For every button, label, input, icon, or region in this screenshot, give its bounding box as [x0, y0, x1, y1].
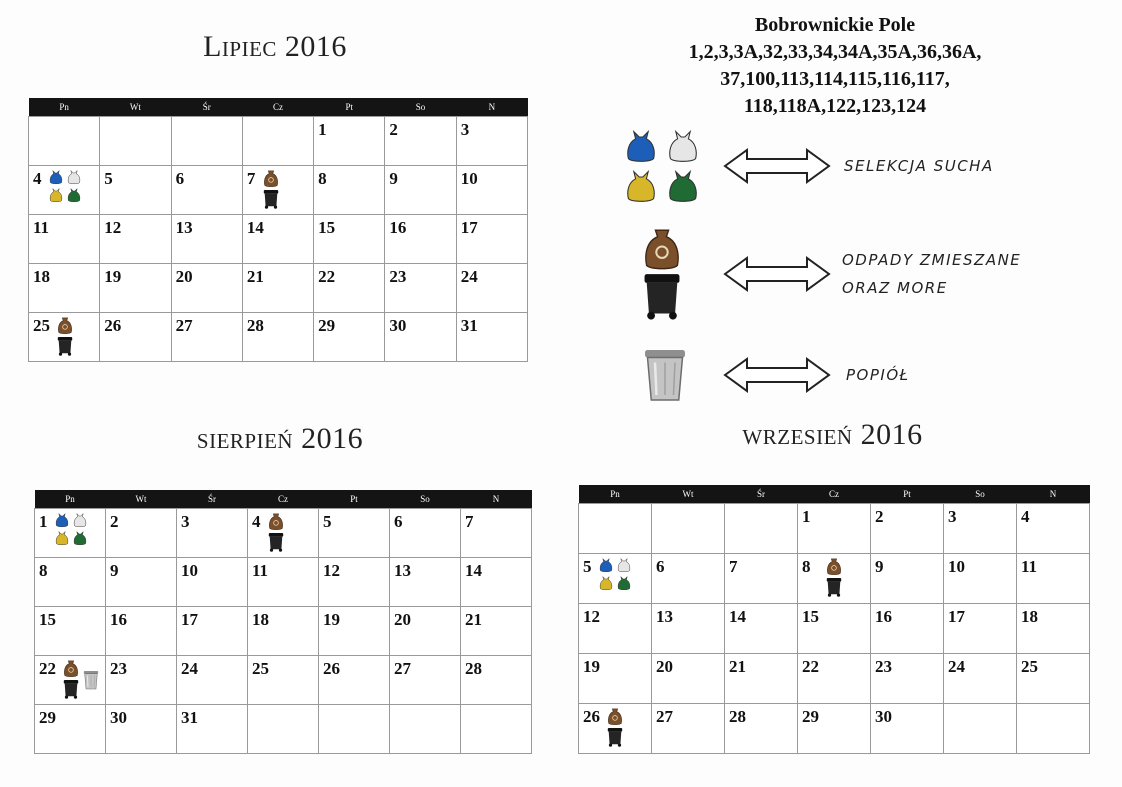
day-cell: 31 [177, 705, 248, 754]
white-bag-icon [616, 557, 632, 573]
day-cell: 2 [385, 117, 456, 166]
weekday-n: N [456, 98, 527, 117]
day-cell: 22 [314, 264, 385, 313]
blue-bag-icon [598, 557, 614, 573]
day-cell: 17 [944, 604, 1017, 654]
week-row [579, 704, 1090, 754]
yellow-bag-icon [48, 187, 64, 203]
mixed-waste-icons [56, 316, 74, 356]
location-name: Bobrownickie Pole [754, 14, 916, 36]
day-cell: 2 [871, 504, 944, 554]
day-cell: 16 [106, 607, 177, 656]
day-cell [1017, 704, 1090, 754]
day-cell: 26 [579, 704, 652, 754]
day-cell: 7 [242, 166, 313, 215]
black-bin-icon [640, 272, 684, 320]
day-cell: 28 [242, 313, 313, 362]
day-cell: 15 [314, 215, 385, 264]
black-bin-icon [606, 727, 624, 747]
day-cell: 20 [171, 264, 242, 313]
weekday-pt: Pt [314, 98, 385, 117]
day-cell [944, 704, 1017, 754]
day-cell: 23 [106, 656, 177, 705]
day-cell: 29 [35, 705, 106, 754]
mixed-waste-icons [262, 169, 280, 209]
day-cell [242, 117, 313, 166]
day-cell: 10 [456, 166, 527, 215]
day-cell: 4 [248, 509, 319, 558]
day-cell: 28 [461, 656, 532, 705]
weekday-wt: Wt [652, 485, 725, 504]
brown-sack-icon [825, 557, 843, 577]
week-row [35, 607, 532, 656]
day-cell: 25 [29, 313, 100, 362]
day-cell: 31 [456, 313, 527, 362]
week-row [35, 705, 532, 754]
weekday-sr: Śr [725, 485, 798, 504]
day-cell: 21 [461, 607, 532, 656]
black-bin-icon [262, 189, 280, 209]
week-row [29, 117, 528, 166]
day-cell [725, 504, 798, 554]
day-cell: 3 [944, 504, 1017, 554]
week-row [29, 215, 528, 264]
day-cell: 13 [171, 215, 242, 264]
day-cell [319, 705, 390, 754]
blue-bag-icon [48, 169, 64, 185]
day-cell [248, 705, 319, 754]
day-cell: 9 [871, 554, 944, 604]
location-header [640, 12, 1030, 120]
day-cell: 1 [314, 117, 385, 166]
week-row [29, 264, 528, 313]
day-cell: 1 [35, 509, 106, 558]
day-cell: 8 [798, 554, 871, 604]
weekday-pn: Pn [579, 485, 652, 504]
day-cell: 24 [944, 654, 1017, 704]
july-title: Lipiec 2016 [203, 30, 347, 63]
week-row [579, 554, 1090, 604]
black-bin-icon [267, 532, 285, 552]
day-cell: 18 [1017, 604, 1090, 654]
day-cell: 9 [385, 166, 456, 215]
green-bag-icon [616, 575, 632, 591]
weekday-so: So [390, 490, 461, 509]
blue-bag-icon [622, 128, 660, 164]
day-cell: 5 [319, 509, 390, 558]
day-cell [652, 504, 725, 554]
week-row [35, 558, 532, 607]
day-cell: 5 [579, 554, 652, 604]
legend-ash-label: POPIÓŁ [846, 366, 910, 384]
july-calendar [28, 98, 528, 362]
weekday-so: So [385, 98, 456, 117]
day-cell: 10 [944, 554, 1017, 604]
mixed-waste-icons [606, 707, 624, 747]
ash-bin-icon [640, 344, 690, 406]
weekday-n: N [1017, 485, 1090, 504]
day-cell: 30 [106, 705, 177, 754]
weekday-n: N [461, 490, 532, 509]
day-cell: 26 [319, 656, 390, 705]
day-cell: 4 [29, 166, 100, 215]
black-bin-icon [56, 336, 74, 356]
legend-dry-label: SELEKCJA SUCHA [844, 157, 994, 175]
day-cell: 14 [461, 558, 532, 607]
black-bin-icon [62, 679, 80, 699]
weekday-cz: Cz [248, 490, 319, 509]
day-cell: 26 [100, 313, 171, 362]
weekday-cz: Cz [798, 485, 871, 504]
weekday-pn: Pn [35, 490, 106, 509]
day-cell: 11 [29, 215, 100, 264]
day-cell: 23 [871, 654, 944, 704]
week-row [579, 504, 1090, 554]
day-cell: 21 [725, 654, 798, 704]
day-cell: 21 [242, 264, 313, 313]
day-cell: 3 [177, 509, 248, 558]
weekday-pt: Pt [319, 490, 390, 509]
day-cell: 13 [652, 604, 725, 654]
day-cell: 29 [314, 313, 385, 362]
day-cell: 18 [29, 264, 100, 313]
day-cell: 4 [1017, 504, 1090, 554]
day-cell: 12 [579, 604, 652, 654]
house-numbers-line-1: 1,2,3,3A,32,33,34,34A,35A,36,36A, [688, 41, 982, 63]
day-cell: 11 [1017, 554, 1090, 604]
brown-sack-icon [267, 512, 285, 532]
day-cell [390, 705, 461, 754]
day-cell: 8 [314, 166, 385, 215]
day-cell [100, 117, 171, 166]
double-arrow-icon [722, 355, 832, 395]
dry-waste-icons [48, 169, 82, 203]
day-cell [579, 504, 652, 554]
day-cell [29, 117, 100, 166]
day-cell: 24 [177, 656, 248, 705]
day-cell: 24 [456, 264, 527, 313]
white-bag-icon [72, 512, 88, 528]
day-cell: 23 [385, 264, 456, 313]
day-cell: 30 [385, 313, 456, 362]
mixed-waste-icons [825, 557, 843, 597]
legend-ash [640, 344, 910, 406]
weekday-header [579, 485, 1090, 504]
day-cell: 16 [871, 604, 944, 654]
day-cell: 12 [100, 215, 171, 264]
weekday-so: So [944, 485, 1017, 504]
day-cell: 15 [798, 604, 871, 654]
day-cell: 6 [390, 509, 461, 558]
double-arrow-icon [722, 146, 832, 186]
september-title: wrzesień 2016 [742, 418, 923, 451]
day-cell: 27 [652, 704, 725, 754]
blue-bag-icon [54, 512, 70, 528]
green-bag-icon [66, 187, 82, 203]
day-cell: 7 [461, 509, 532, 558]
week-row [29, 166, 528, 215]
august-title: sierpień 2016 [196, 422, 364, 455]
week-row [579, 654, 1090, 704]
day-cell: 14 [725, 604, 798, 654]
day-cell: 19 [579, 654, 652, 704]
yellow-bag-icon [598, 575, 614, 591]
day-cell: 2 [106, 509, 177, 558]
white-bag-icon [66, 169, 82, 185]
day-cell: 1 [798, 504, 871, 554]
week-row [29, 313, 528, 362]
house-numbers-line-2: 37,100,113,114,115,116,117, [720, 68, 950, 90]
weekday-wt: Wt [106, 490, 177, 509]
weekday-sr: Śr [177, 490, 248, 509]
day-cell [171, 117, 242, 166]
day-cell: 22 [35, 656, 106, 705]
weekday-sr: Śr [171, 98, 242, 117]
day-cell: 14 [242, 215, 313, 264]
day-cell: 20 [652, 654, 725, 704]
day-cell: 19 [100, 264, 171, 313]
day-cell: 20 [390, 607, 461, 656]
weekday-header [35, 490, 532, 509]
house-numbers-line-3: 118,118A,122,123,124 [743, 95, 927, 117]
brown-sack-icon [606, 707, 624, 727]
day-cell: 12 [319, 558, 390, 607]
day-cell: 13 [390, 558, 461, 607]
yellow-bag-icon [622, 168, 660, 204]
day-cell: 6 [652, 554, 725, 604]
brown-sack-icon [262, 169, 280, 189]
brown-sack-icon [62, 659, 80, 679]
mixed-waste-icons [267, 512, 285, 552]
week-row [35, 509, 532, 558]
day-cell: 29 [798, 704, 871, 754]
weekday-pt: Pt [871, 485, 944, 504]
black-bin-icon [825, 577, 843, 597]
day-cell: 9 [106, 558, 177, 607]
day-cell: 25 [1017, 654, 1090, 704]
legend-mixed-label-line-2: ORAZ MORE [842, 279, 948, 297]
day-cell: 22 [798, 654, 871, 704]
day-cell: 27 [171, 313, 242, 362]
day-cell: 11 [248, 558, 319, 607]
day-cell: 27 [390, 656, 461, 705]
day-cell: 19 [319, 607, 390, 656]
brown-sack-icon [56, 316, 74, 336]
weekday-wt: Wt [100, 98, 171, 117]
weekday-cz: Cz [242, 98, 313, 117]
day-cell: 8 [35, 558, 106, 607]
day-cell [461, 705, 532, 754]
day-cell: 18 [248, 607, 319, 656]
green-bag-icon [72, 530, 88, 546]
ash-bin-icon [82, 669, 100, 691]
weekday-header [29, 98, 528, 117]
day-cell: 17 [177, 607, 248, 656]
week-row [35, 656, 532, 705]
september-calendar [578, 485, 1090, 754]
day-cell: 5 [100, 166, 171, 215]
dry-waste-icons [598, 557, 632, 591]
day-cell: 17 [456, 215, 527, 264]
legend-mixed [640, 228, 1021, 320]
day-cell: 25 [248, 656, 319, 705]
double-arrow-icon [722, 254, 832, 294]
green-bag-icon [664, 168, 702, 204]
week-row [579, 604, 1090, 654]
mixed-waste-icons [640, 228, 684, 320]
white-bag-icon [664, 128, 702, 164]
day-cell: 16 [385, 215, 456, 264]
day-cell: 7 [725, 554, 798, 604]
weekday-pn: Pn [29, 98, 100, 117]
dry-waste-icons [54, 512, 88, 546]
mixed-and-ash-icons [62, 659, 100, 699]
brown-sack-icon [640, 228, 684, 272]
dry-waste-icons [622, 128, 702, 204]
day-cell: 6 [171, 166, 242, 215]
day-cell: 28 [725, 704, 798, 754]
legend-mixed-label-line-1: ODPADY ZMIESZANE [842, 251, 1022, 269]
yellow-bag-icon [54, 530, 70, 546]
day-cell: 30 [871, 704, 944, 754]
day-cell: 10 [177, 558, 248, 607]
day-cell: 3 [456, 117, 527, 166]
day-cell: 15 [35, 607, 106, 656]
august-calendar [34, 490, 532, 754]
legend-dry [622, 128, 994, 204]
